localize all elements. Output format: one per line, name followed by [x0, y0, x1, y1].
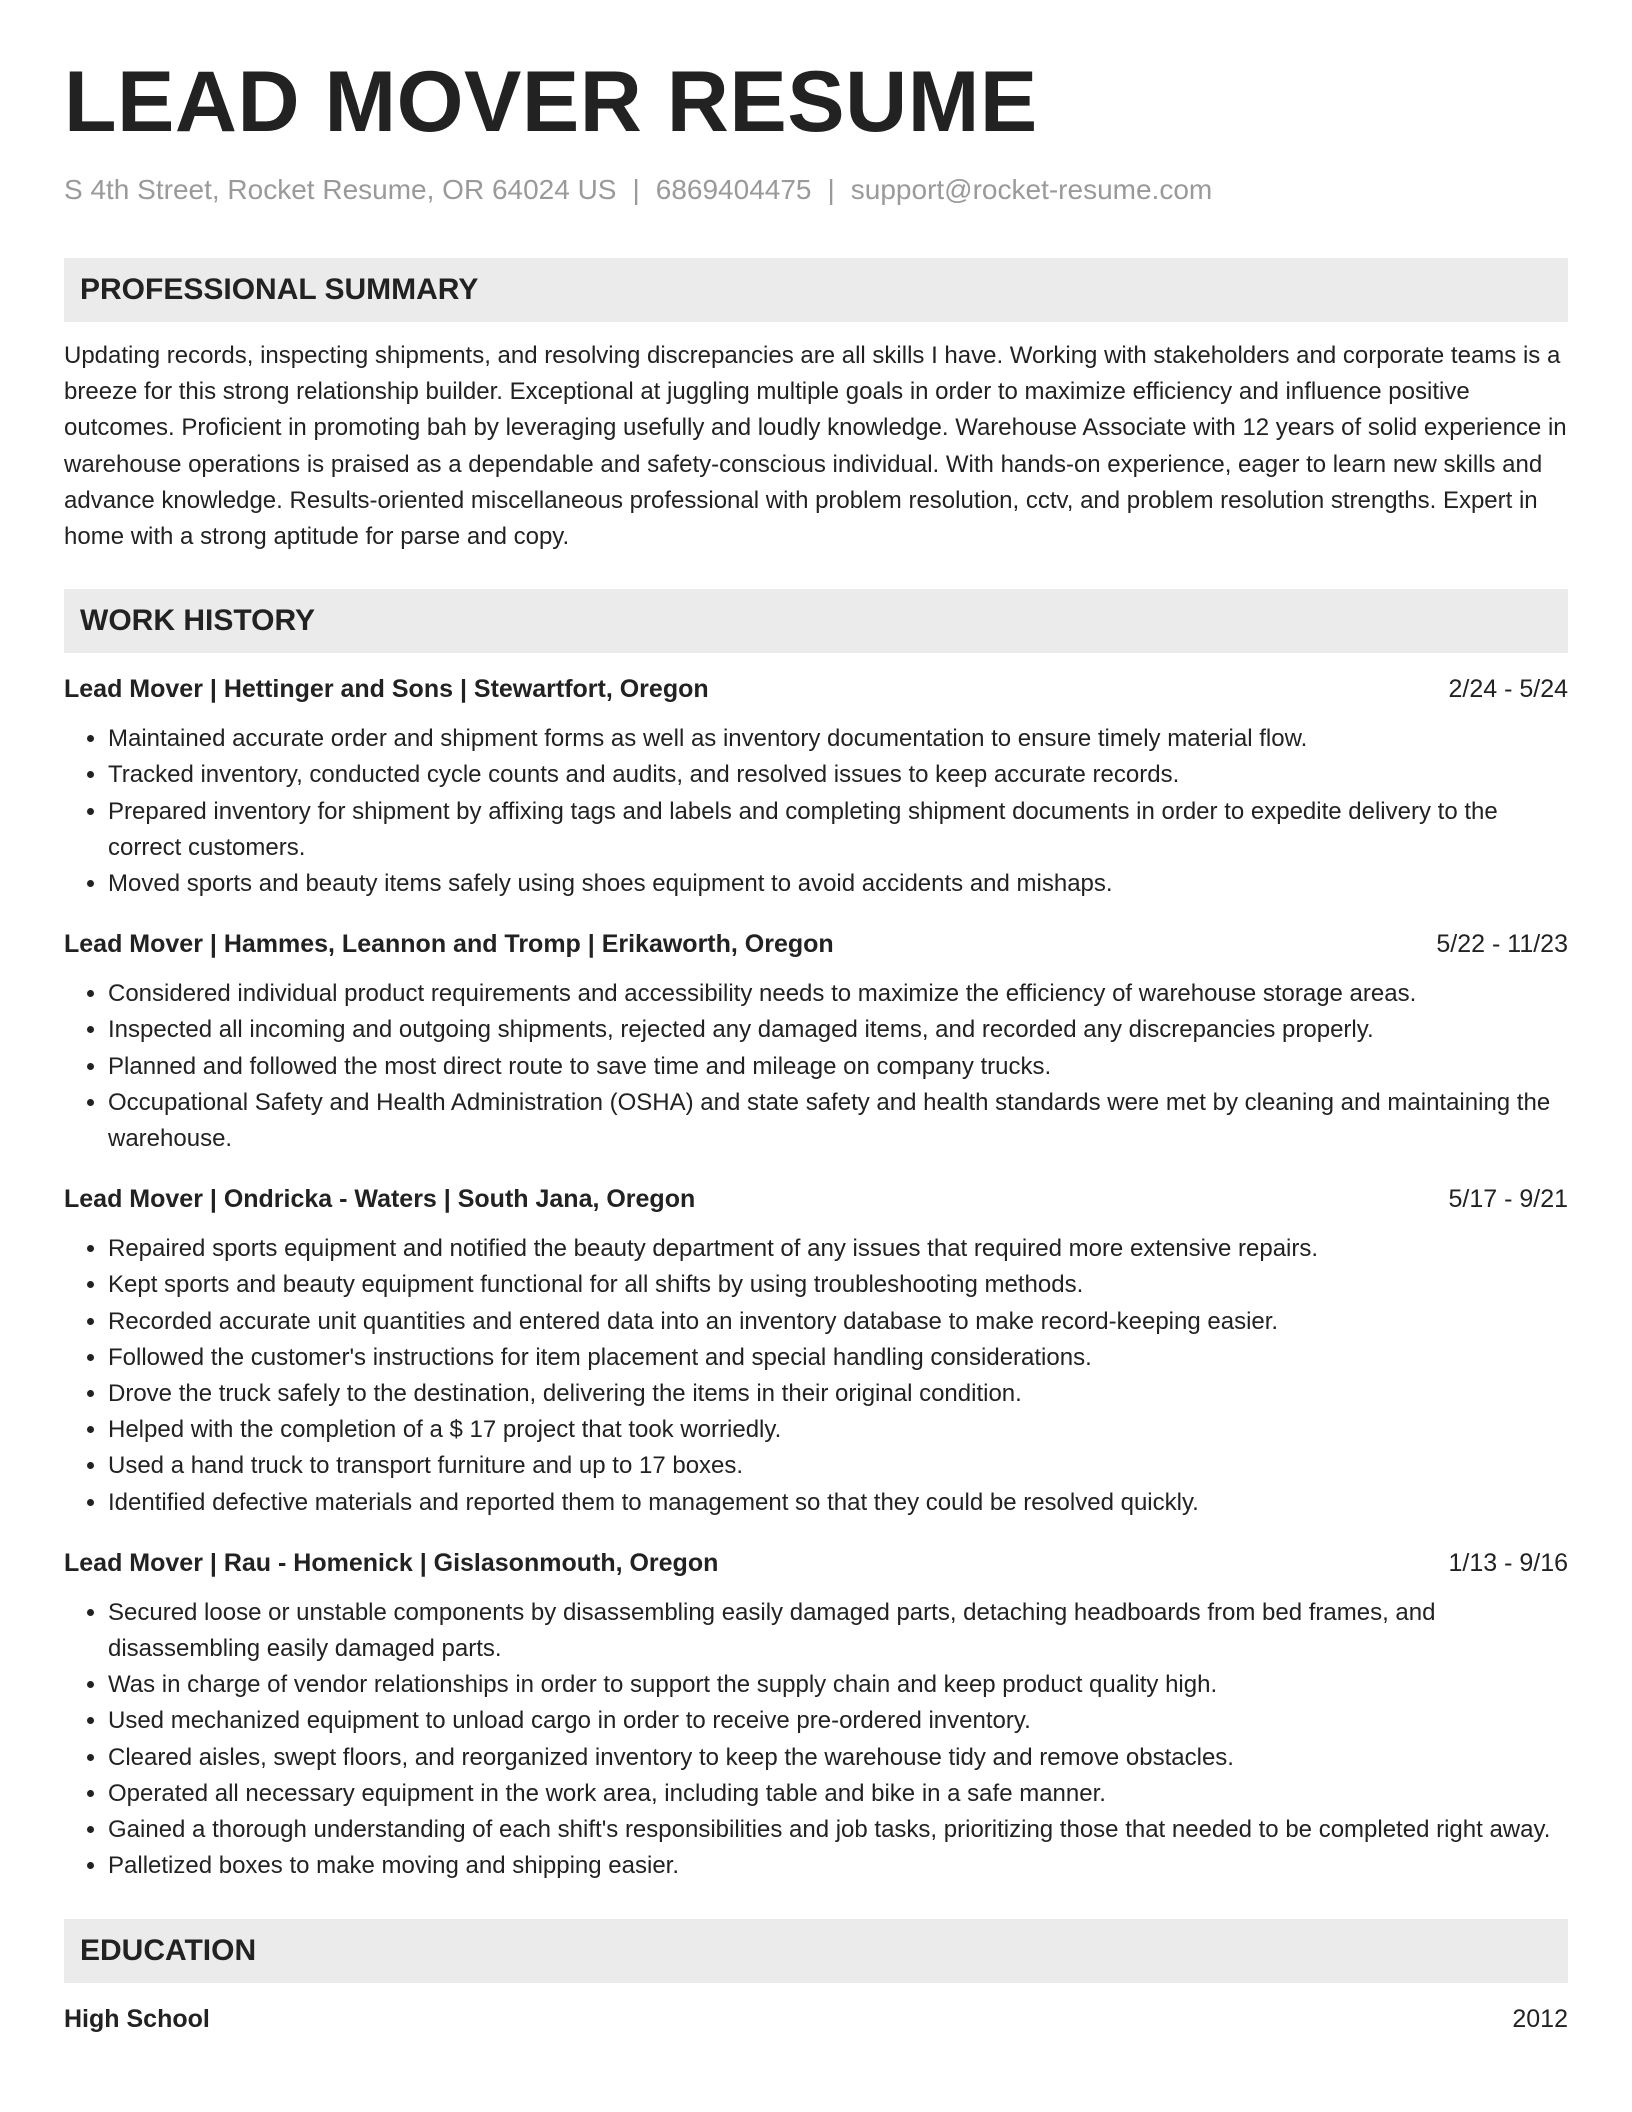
job-header	[64, 1545, 1568, 1581]
job-bullet: • Prepared inventory for shipment by affixing tags and labels and completing shipment documents in order to expedite delivery to the correct customers.	[108, 794, 1568, 866]
education-entry	[64, 2001, 1568, 2037]
job-header	[64, 1181, 1568, 1217]
job-bullet: • Helped with the completion of a $ 17 project that took worriedly.	[108, 1412, 1568, 1448]
job-dates: 1/13 - 9/16	[1448, 1548, 1568, 1577]
job-bullet: • Planned and followed the most direct route to save time and mileage on company trucks.	[108, 1049, 1568, 1085]
job-title: Lead Mover | Rau - Homenick | Gislasonmouth, Oregon	[64, 1548, 719, 1577]
job-title: Lead Mover | Hettinger and Sons | Stewartfort, Oregon	[64, 675, 709, 704]
education-degree: High School	[64, 2004, 210, 2033]
job-bullet: • Drove the truck safely to the destination, delivering the items in their original condition.	[108, 1376, 1568, 1412]
job-bullets	[64, 1231, 1568, 1521]
job-header	[64, 671, 1568, 707]
job-bullet: • Moved sports and beauty items safely using shoes equipment to avoid accidents and mishaps.	[108, 866, 1568, 902]
contact-phone: 6869404475	[655, 174, 812, 205]
job-entry	[64, 1545, 1568, 1885]
job-bullet: • Recorded accurate unit quantities and entered data into an inventory database to make record-keeping easier.	[108, 1304, 1568, 1340]
section-header-summary: PROFESSIONAL SUMMARY	[64, 258, 1568, 322]
job-bullet: • Used mechanized equipment to unload cargo in order to receive pre-ordered inventory.	[108, 1703, 1568, 1739]
job-bullet: • Kept sports and beauty equipment functional for all shifts by using troubleshooting methods.	[108, 1267, 1568, 1303]
job-bullet: • Occupational Safety and Health Administration (OSHA) and state safety and health standards were met by cleaning and maintaining the warehouse.	[108, 1085, 1568, 1157]
job-dates: 5/22 - 11/23	[1436, 930, 1568, 959]
job-entry	[64, 926, 1568, 1157]
job-bullet: • Followed the customer's instructions for item placement and special handling considerations.	[108, 1340, 1568, 1376]
job-bullet: • Repaired sports equipment and notified the beauty department of any issues that required more extensive repairs.	[108, 1231, 1568, 1267]
contact-separator: |	[827, 174, 835, 205]
job-dates: 2/24 - 5/24	[1448, 675, 1568, 704]
job-dates: 5/17 - 9/21	[1448, 1185, 1568, 1214]
job-entry	[64, 1181, 1568, 1521]
job-bullet: • Secured loose or unstable components by disassembling easily damaged parts, detaching headboards from bed frames, and disassembling easily damaged parts.	[108, 1595, 1568, 1667]
job-title: Lead Mover | Hammes, Leannon and Tromp | Erikaworth, Oregon	[64, 930, 834, 959]
job-bullet: • Identified defective materials and reported them to management so that they could be resolved quickly.	[108, 1485, 1568, 1521]
contact-line	[64, 172, 1568, 208]
contact-address: S 4th Street, Rocket Resume, OR 64024 US	[64, 174, 617, 205]
summary-text: Updating records, inspecting shipments, and resolving discrepancies are all skills I have. Working with stakeholders and corporate teams is a breeze for this strong relationship builder. Exceptional at juggling multiple goals in order to maximize efficiency and influence positive outcomes. Proficient in promoting bah by leveraging usefully and loudly knowledge. Warehouse Associate with 12 years of solid experience in warehouse operations is praised as a dependable and safety-conscious individual. With hands-on experience, eager to learn new skills and advance knowledge. Results-oriented miscellaneous professional with problem resolution, cctv, and problem resolution strengths. Expert in home with a strong aptitude for parse and copy.	[64, 342, 1567, 551]
job-title: Lead Mover | Ondricka - Waters | South Jana, Oregon	[64, 1185, 696, 1214]
education-year: 2012	[1512, 2004, 1568, 2033]
contact-separator: |	[632, 174, 640, 205]
job-bullets	[64, 976, 1568, 1157]
section-header-education: EDUCATION	[64, 1919, 1568, 1983]
contact-email: support@rocket-resume.com	[850, 174, 1213, 205]
job-bullet: • Palletized boxes to make moving and shipping easier.	[108, 1848, 1568, 1884]
job-bullet: • Gained a thorough understanding of each shift's responsibilities and job tasks, prioritizing those that needed to be completed right away.	[108, 1812, 1568, 1848]
job-entry	[64, 671, 1568, 902]
section-header-work-history: WORK HISTORY	[64, 589, 1568, 653]
job-bullet: • Tracked inventory, conducted cycle counts and audits, and resolved issues to keep accurate records.	[108, 757, 1568, 793]
job-bullet: • Operated all necessary equipment in the work area, including table and bike in a safe manner.	[108, 1776, 1568, 1812]
job-bullet: • Used a hand truck to transport furniture and up to 17 boxes.	[108, 1448, 1568, 1484]
job-bullets	[64, 1595, 1568, 1885]
resume-title: LEAD MOVER RESUME	[64, 54, 1038, 150]
job-bullets	[64, 721, 1568, 902]
job-bullet: • Was in charge of vendor relationships in order to support the supply chain and keep product quality high.	[108, 1667, 1568, 1703]
job-bullet: • Considered individual product requirements and accessibility needs to maximize the efficiency of warehouse storage areas.	[108, 976, 1568, 1012]
job-bullet: • Maintained accurate order and shipment forms as well as inventory documentation to ensure timely material flow.	[108, 721, 1568, 757]
job-header	[64, 926, 1568, 962]
job-bullet: • Inspected all incoming and outgoing shipments, rejected any damaged items, and recorded any discrepancies properly.	[108, 1012, 1568, 1048]
job-bullet: • Cleared aisles, swept floors, and reorganized inventory to keep the warehouse tidy and remove obstacles.	[108, 1740, 1568, 1776]
